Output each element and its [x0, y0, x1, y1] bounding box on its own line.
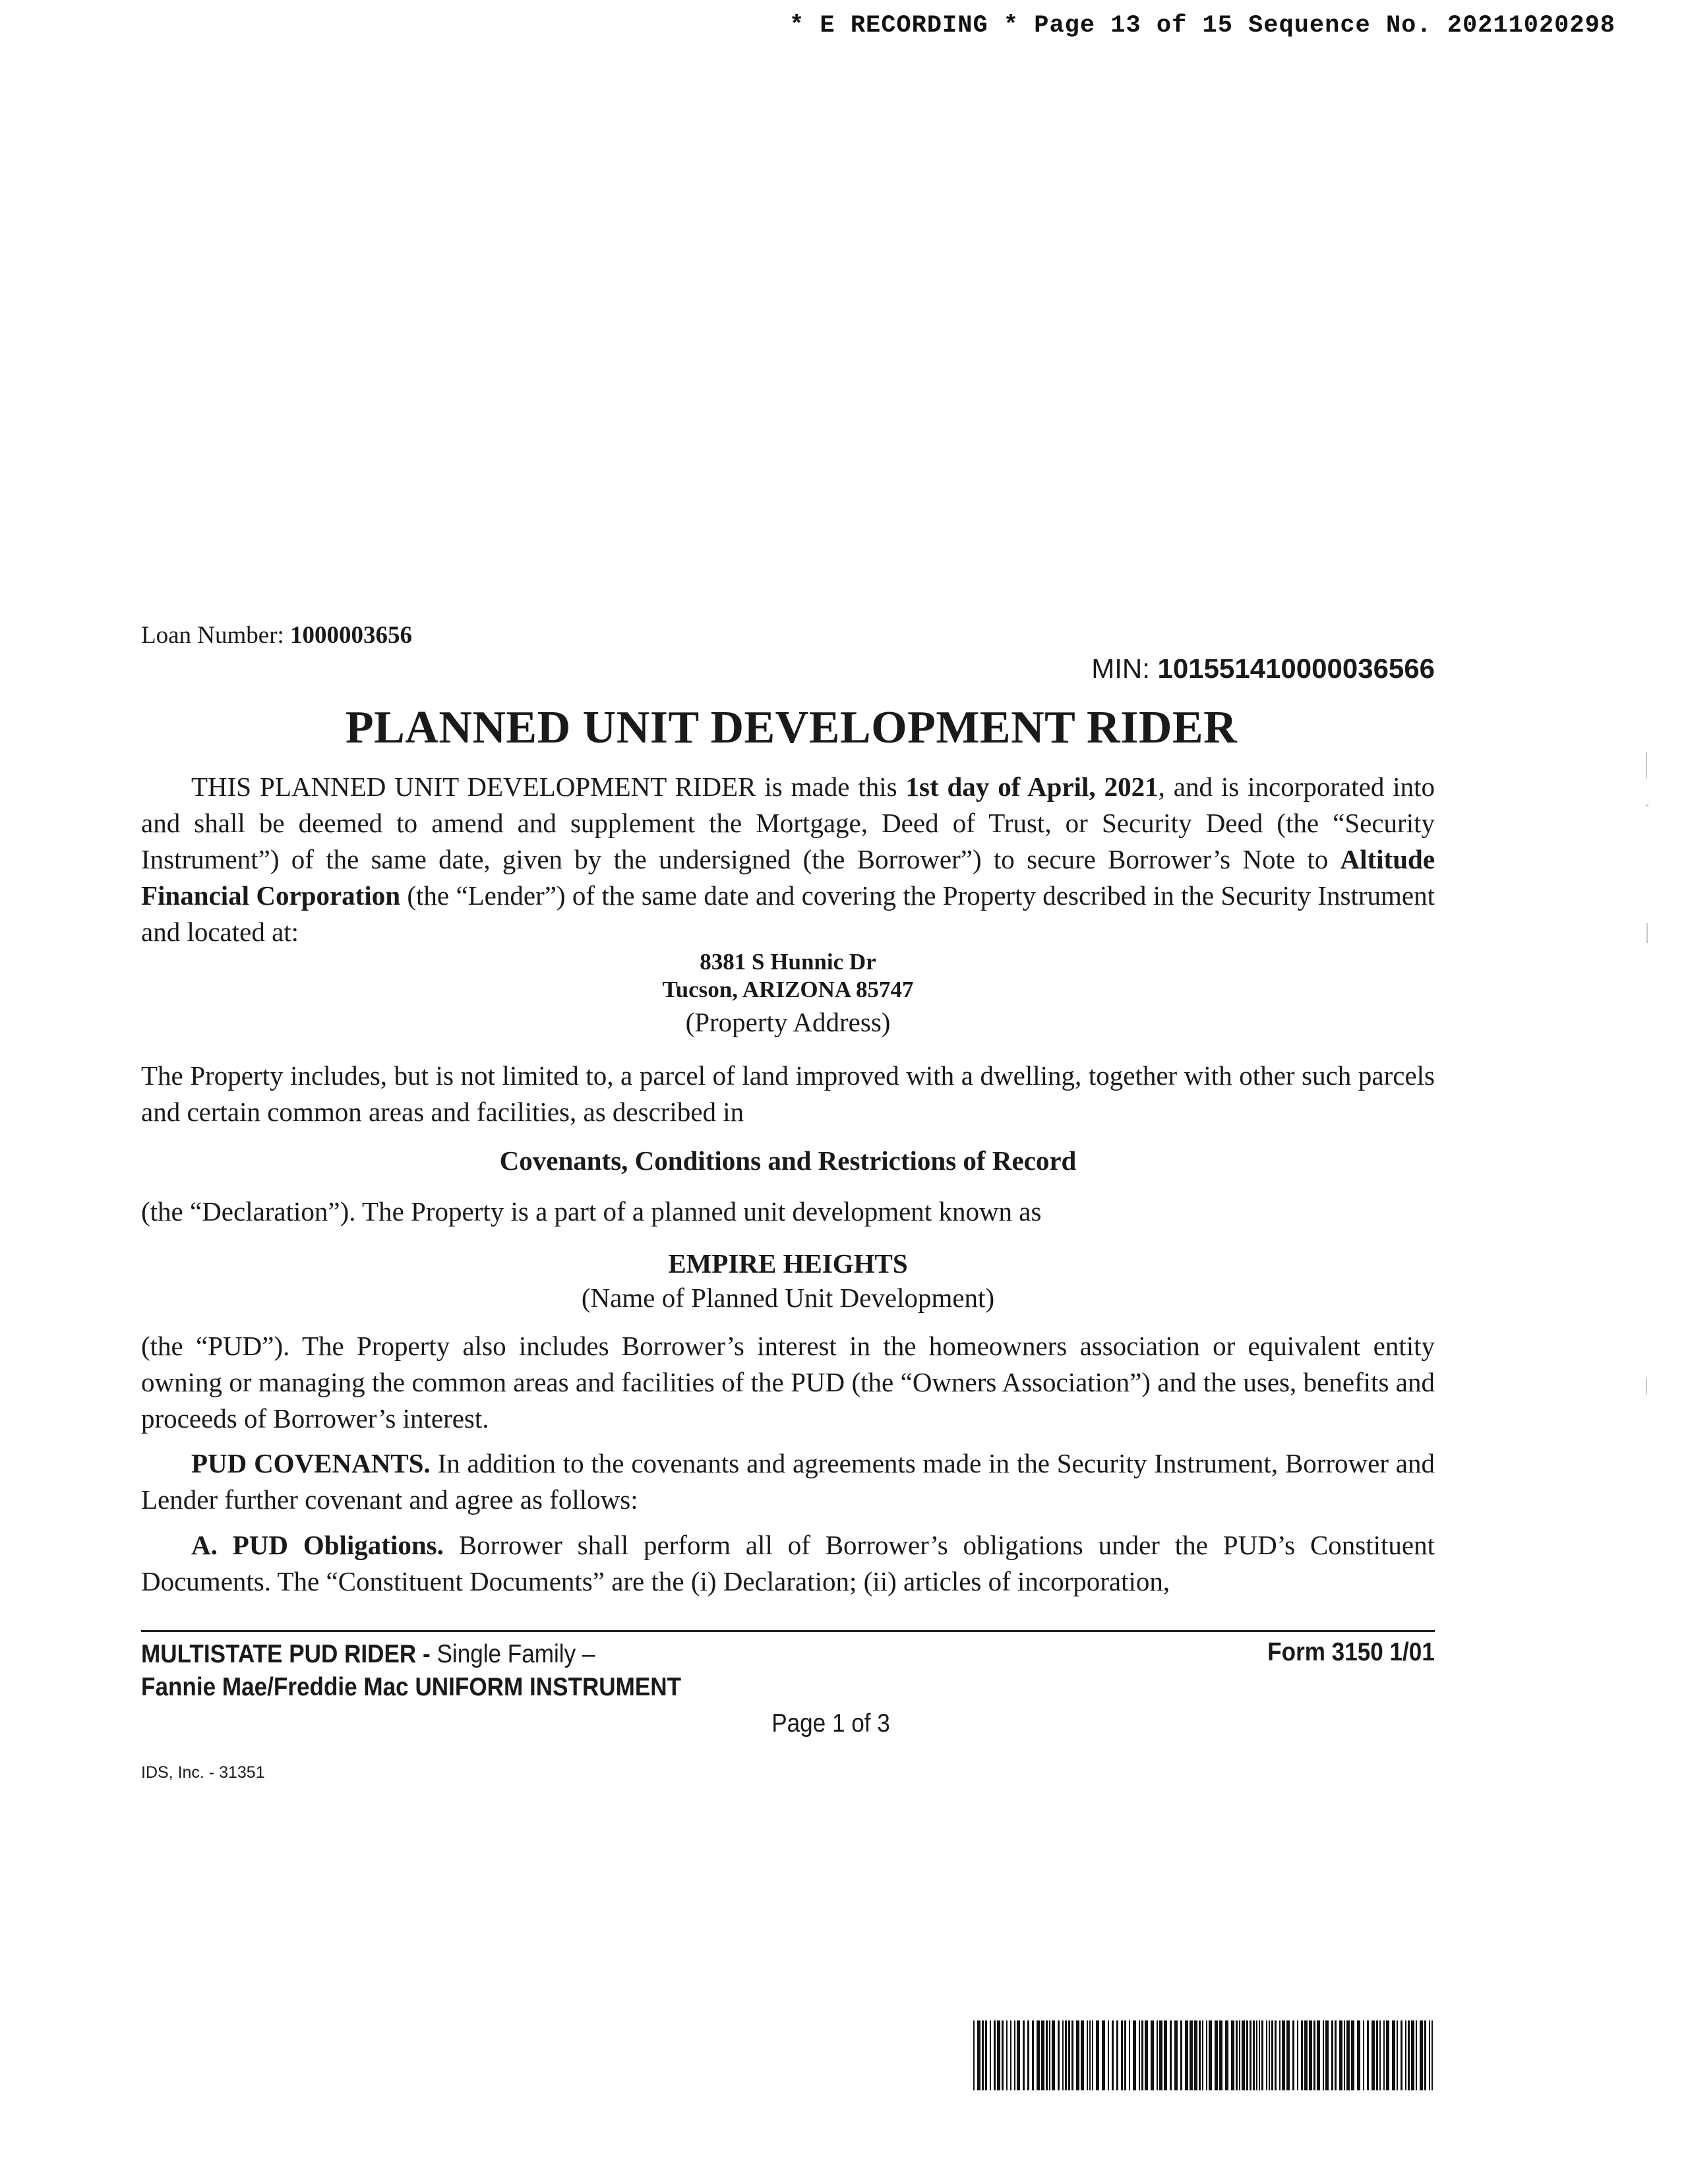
barcode-bar — [1046, 2020, 1048, 2090]
property-includes-paragraph: The Property includes, but is not limited to, a parcel of land improved with a dwelling, together with other such parcels and certain common areas and facilities, as described in — [141, 1060, 1435, 1127]
barcode-bar — [1297, 2020, 1298, 2090]
barcode-bar — [1202, 2020, 1203, 2090]
scan-artifact — [1646, 752, 1647, 778]
lender-name: Altitude Financial Corporation — [141, 844, 1435, 911]
obligations-text: Borrower shall perform all of Borrower’s obligations under the PUD’s Constituent Documents. The “Constituent Documents” are the (i) Declaration; (ii) articles of incorporation, — [141, 1530, 1435, 1596]
barcode-bar — [1225, 2020, 1228, 2090]
barcode-bar — [1432, 2020, 1433, 2090]
barcode-bar — [1246, 2020, 1248, 2090]
barcode-bar — [1292, 2020, 1294, 2090]
loan-number-label: Loan Number: — [141, 622, 284, 649]
intro-text-1: THIS PLANNED UNIT DEVELOPMENT RIDER is made this — [191, 772, 897, 802]
barcode-bar — [1037, 2020, 1040, 2090]
obligations-heading: A. PUD Obligations. — [191, 1530, 444, 1560]
barcode-bar — [1180, 2020, 1182, 2090]
pud-name: EMPIRE HEIGHTS — [668, 1248, 908, 1279]
barcode-bar — [1092, 2020, 1093, 2090]
pud-name-caption: (Name of Planned Unit Development) — [581, 1283, 995, 1313]
barcode-bar — [1351, 2020, 1354, 2090]
page-number: Page 1 of 3 — [771, 1709, 890, 1738]
barcode-bar — [1376, 2020, 1378, 2090]
barcode-bar — [1124, 2020, 1126, 2090]
barcode-bar — [1076, 2020, 1079, 2090]
form-title-bold: MULTISTATE PUD RIDER - — [141, 1640, 431, 1668]
barcode-bar — [1023, 2020, 1025, 2090]
form-subtitle: Fannie Mae/Freddie Mac UNIFORM INSTRUMENT — [141, 1673, 682, 1701]
barcode-bar — [1032, 2020, 1034, 2090]
scan-artifact — [1646, 804, 1648, 806]
form-title-rest: Single Family – — [437, 1640, 595, 1668]
barcode-bar — [1411, 2020, 1414, 2090]
barcode-bar — [985, 2020, 987, 2090]
covenants-heading: PUD COVENANTS. — [191, 1448, 431, 1478]
barcode-bar — [1108, 2020, 1109, 2090]
barcode-bar — [1301, 2020, 1303, 2090]
barcode-bar — [1259, 2020, 1260, 2090]
min-value: 101551410000036566 — [1157, 653, 1435, 684]
barcode-bar — [1071, 2020, 1073, 2090]
barcode-bar — [1231, 2020, 1234, 2090]
barcode-bar — [1190, 2020, 1193, 2090]
barcode-bar — [1304, 2020, 1308, 2090]
pud-paragraph: (the “PUD”). The Property also includes Borrower’s interest in the homeowners association or equivalent entity owning or managing the common areas and facilities of the PUD (the “Owners Association”) and the uses, benefits and proceeds of Borrower’s interest. — [141, 1331, 1435, 1434]
intro-text-3: (the “Lender”) of the same date and covering the Property described in the Security Instrument and located at: — [141, 880, 1435, 947]
barcode-bar — [1002, 2020, 1004, 2090]
barcode-bar — [1317, 2020, 1320, 2090]
barcode-bar — [1185, 2020, 1188, 2090]
covenants-text: In addition to the covenants and agreements made in the Security Instrument, Borrower and Lender further covenant and agree as follows: — [141, 1448, 1435, 1515]
barcode-bar — [1151, 2020, 1154, 2090]
barcode-bar — [990, 2020, 991, 2090]
footer-rule — [141, 1630, 1435, 1632]
barcode-bar — [1058, 2020, 1060, 2090]
intro-text-2: , and is incorporated into and shall be deemed to amend and supplement the Mortgage, Deed of Trust, or Security Deed (the “Security Instrument”) of the same date, given by the undersigned (the Borrower”) to secure Borrower’s Note to — [141, 772, 1435, 874]
barcode-bar — [1133, 2020, 1136, 2090]
barcode-bar — [1068, 2020, 1070, 2090]
barcode-bar — [1313, 2020, 1315, 2090]
property-address-line1: 8381 S Hunnic Dr — [700, 949, 876, 975]
barcode-bar — [1145, 2020, 1148, 2090]
barcode-bar — [1405, 2020, 1406, 2090]
barcode-bar — [1386, 2020, 1389, 2090]
barcode-bar — [1282, 2020, 1285, 2090]
property-address-caption: (Property Address) — [685, 1007, 891, 1037]
barcode-bar — [1339, 2020, 1342, 2090]
barcode-bar — [1242, 2020, 1245, 2090]
barcode-bar — [1325, 2020, 1329, 2090]
barcode-bar — [1275, 2020, 1277, 2090]
intro-paragraph — [141, 769, 1435, 950]
form-title-block — [141, 1638, 681, 1704]
min-label: MIN: — [1091, 653, 1150, 684]
barcode-bar — [1367, 2020, 1369, 2090]
barcode-bar — [1014, 2020, 1015, 2090]
barcode-bar — [1383, 2020, 1385, 2090]
barcode-bar — [1017, 2020, 1020, 2090]
barcode-bar — [1215, 2020, 1218, 2090]
barcode-bar — [1170, 2020, 1172, 2090]
min-line — [1091, 653, 1435, 684]
barcode-bar — [1157, 2020, 1158, 2090]
barcode-bar — [977, 2020, 980, 2090]
barcode-bar — [1401, 2020, 1402, 2090]
barcode-bar — [1392, 2020, 1395, 2090]
barcode-bar — [997, 2020, 1000, 2090]
barcode-bar — [1096, 2020, 1099, 2090]
barcode-bar — [1102, 2020, 1105, 2090]
barcode-bar — [1010, 2020, 1011, 2090]
barcode-bar — [1269, 2020, 1270, 2090]
barcode-image — [972, 2020, 1437, 2090]
barcode-bar — [1323, 2020, 1324, 2090]
barcode-bar — [1087, 2020, 1088, 2090]
covenants-paragraph — [141, 1445, 1435, 1518]
barcode-bar — [982, 2020, 984, 2090]
barcode-bar — [1141, 2020, 1143, 2090]
barcode-bar — [1052, 2020, 1055, 2090]
barcode-bar — [1081, 2020, 1084, 2090]
barcode-bar — [1139, 2020, 1140, 2090]
barcode-bar — [1397, 2020, 1398, 2090]
barcode-bar — [1065, 2020, 1067, 2090]
barcode-bar — [1219, 2020, 1222, 2090]
barcode-bar — [1041, 2020, 1044, 2090]
barcode-bar — [1309, 2020, 1312, 2090]
barcode-bar — [1271, 2020, 1273, 2090]
barcode-bar — [1346, 2020, 1350, 2090]
loan-number-value: 1000003656 — [290, 622, 413, 649]
barcode-bar — [1344, 2020, 1345, 2090]
barcode-bar — [1372, 2020, 1375, 2090]
barcode-bar — [1116, 2020, 1118, 2090]
document-title: PLANNED UNIT DEVELOPMENT RIDER — [345, 702, 1238, 753]
obligations-paragraph — [141, 1527, 1435, 1600]
barcode-bar — [1256, 2020, 1257, 2090]
barcode-bar — [1199, 2020, 1201, 2090]
barcode-bar — [1331, 2020, 1333, 2090]
barcode-bar — [1261, 2020, 1263, 2090]
barcode-bar — [1089, 2020, 1091, 2090]
recording-header: * E RECORDING * Page 13 of 15 Sequence No. 20211020298 — [789, 12, 1615, 40]
barcode-bar — [1129, 2020, 1130, 2090]
barcode-bar — [1164, 2020, 1167, 2090]
barcode-bar — [1266, 2020, 1267, 2090]
barcode-bar — [1049, 2020, 1050, 2090]
barcode-bar — [1357, 2020, 1360, 2090]
barcode-bar — [1159, 2020, 1162, 2090]
barcode-bar — [1250, 2020, 1251, 2090]
loan-number-line — [141, 621, 412, 650]
declaration-paragraph: (the “Declaration”). The Property is a part of a planned unit development known as — [141, 1196, 1042, 1227]
barcode-bar — [1429, 2020, 1430, 2090]
barcode-bar — [1121, 2020, 1123, 2090]
rider-date: 1st day of April, 2021 — [905, 772, 1159, 802]
barcode-bar — [1408, 2020, 1410, 2090]
barcode-bar — [1062, 2020, 1064, 2090]
barcode-bar — [1236, 2020, 1238, 2090]
property-address-line2: Tucson, ARIZONA 85747 — [662, 977, 914, 1002]
barcode-bar — [1279, 2020, 1281, 2090]
declaration-name: Covenants, Conditions and Restrictions of Record — [499, 1145, 1077, 1176]
barcode-bar — [973, 2020, 975, 2090]
barcode-bar — [994, 2020, 996, 2090]
barcode-bar — [1416, 2020, 1417, 2090]
barcode-bar — [1420, 2020, 1423, 2090]
barcode-bar — [1286, 2020, 1290, 2090]
barcode-bar — [1335, 2020, 1337, 2090]
barcode-bar — [1363, 2020, 1364, 2090]
form-number: Form 3150 1/01 — [1267, 1638, 1435, 1666]
barcode-bar — [1027, 2020, 1029, 2090]
barcode-bar — [1239, 2020, 1240, 2090]
barcode-bar — [1112, 2020, 1114, 2090]
barcode-bar — [1206, 2020, 1207, 2090]
barcode-bar — [1006, 2020, 1008, 2090]
barcode-bar — [1174, 2020, 1178, 2090]
barcode-bar — [1379, 2020, 1381, 2090]
barcode-bar — [1424, 2020, 1426, 2090]
vendor-id: IDS, Inc. - 31351 — [141, 1763, 265, 1782]
scan-artifact — [1646, 1378, 1647, 1394]
barcode-bar — [1209, 2020, 1212, 2090]
barcode-bar — [1253, 2020, 1255, 2090]
barcode-bar — [1194, 2020, 1197, 2090]
scan-artifact — [1646, 923, 1648, 943]
